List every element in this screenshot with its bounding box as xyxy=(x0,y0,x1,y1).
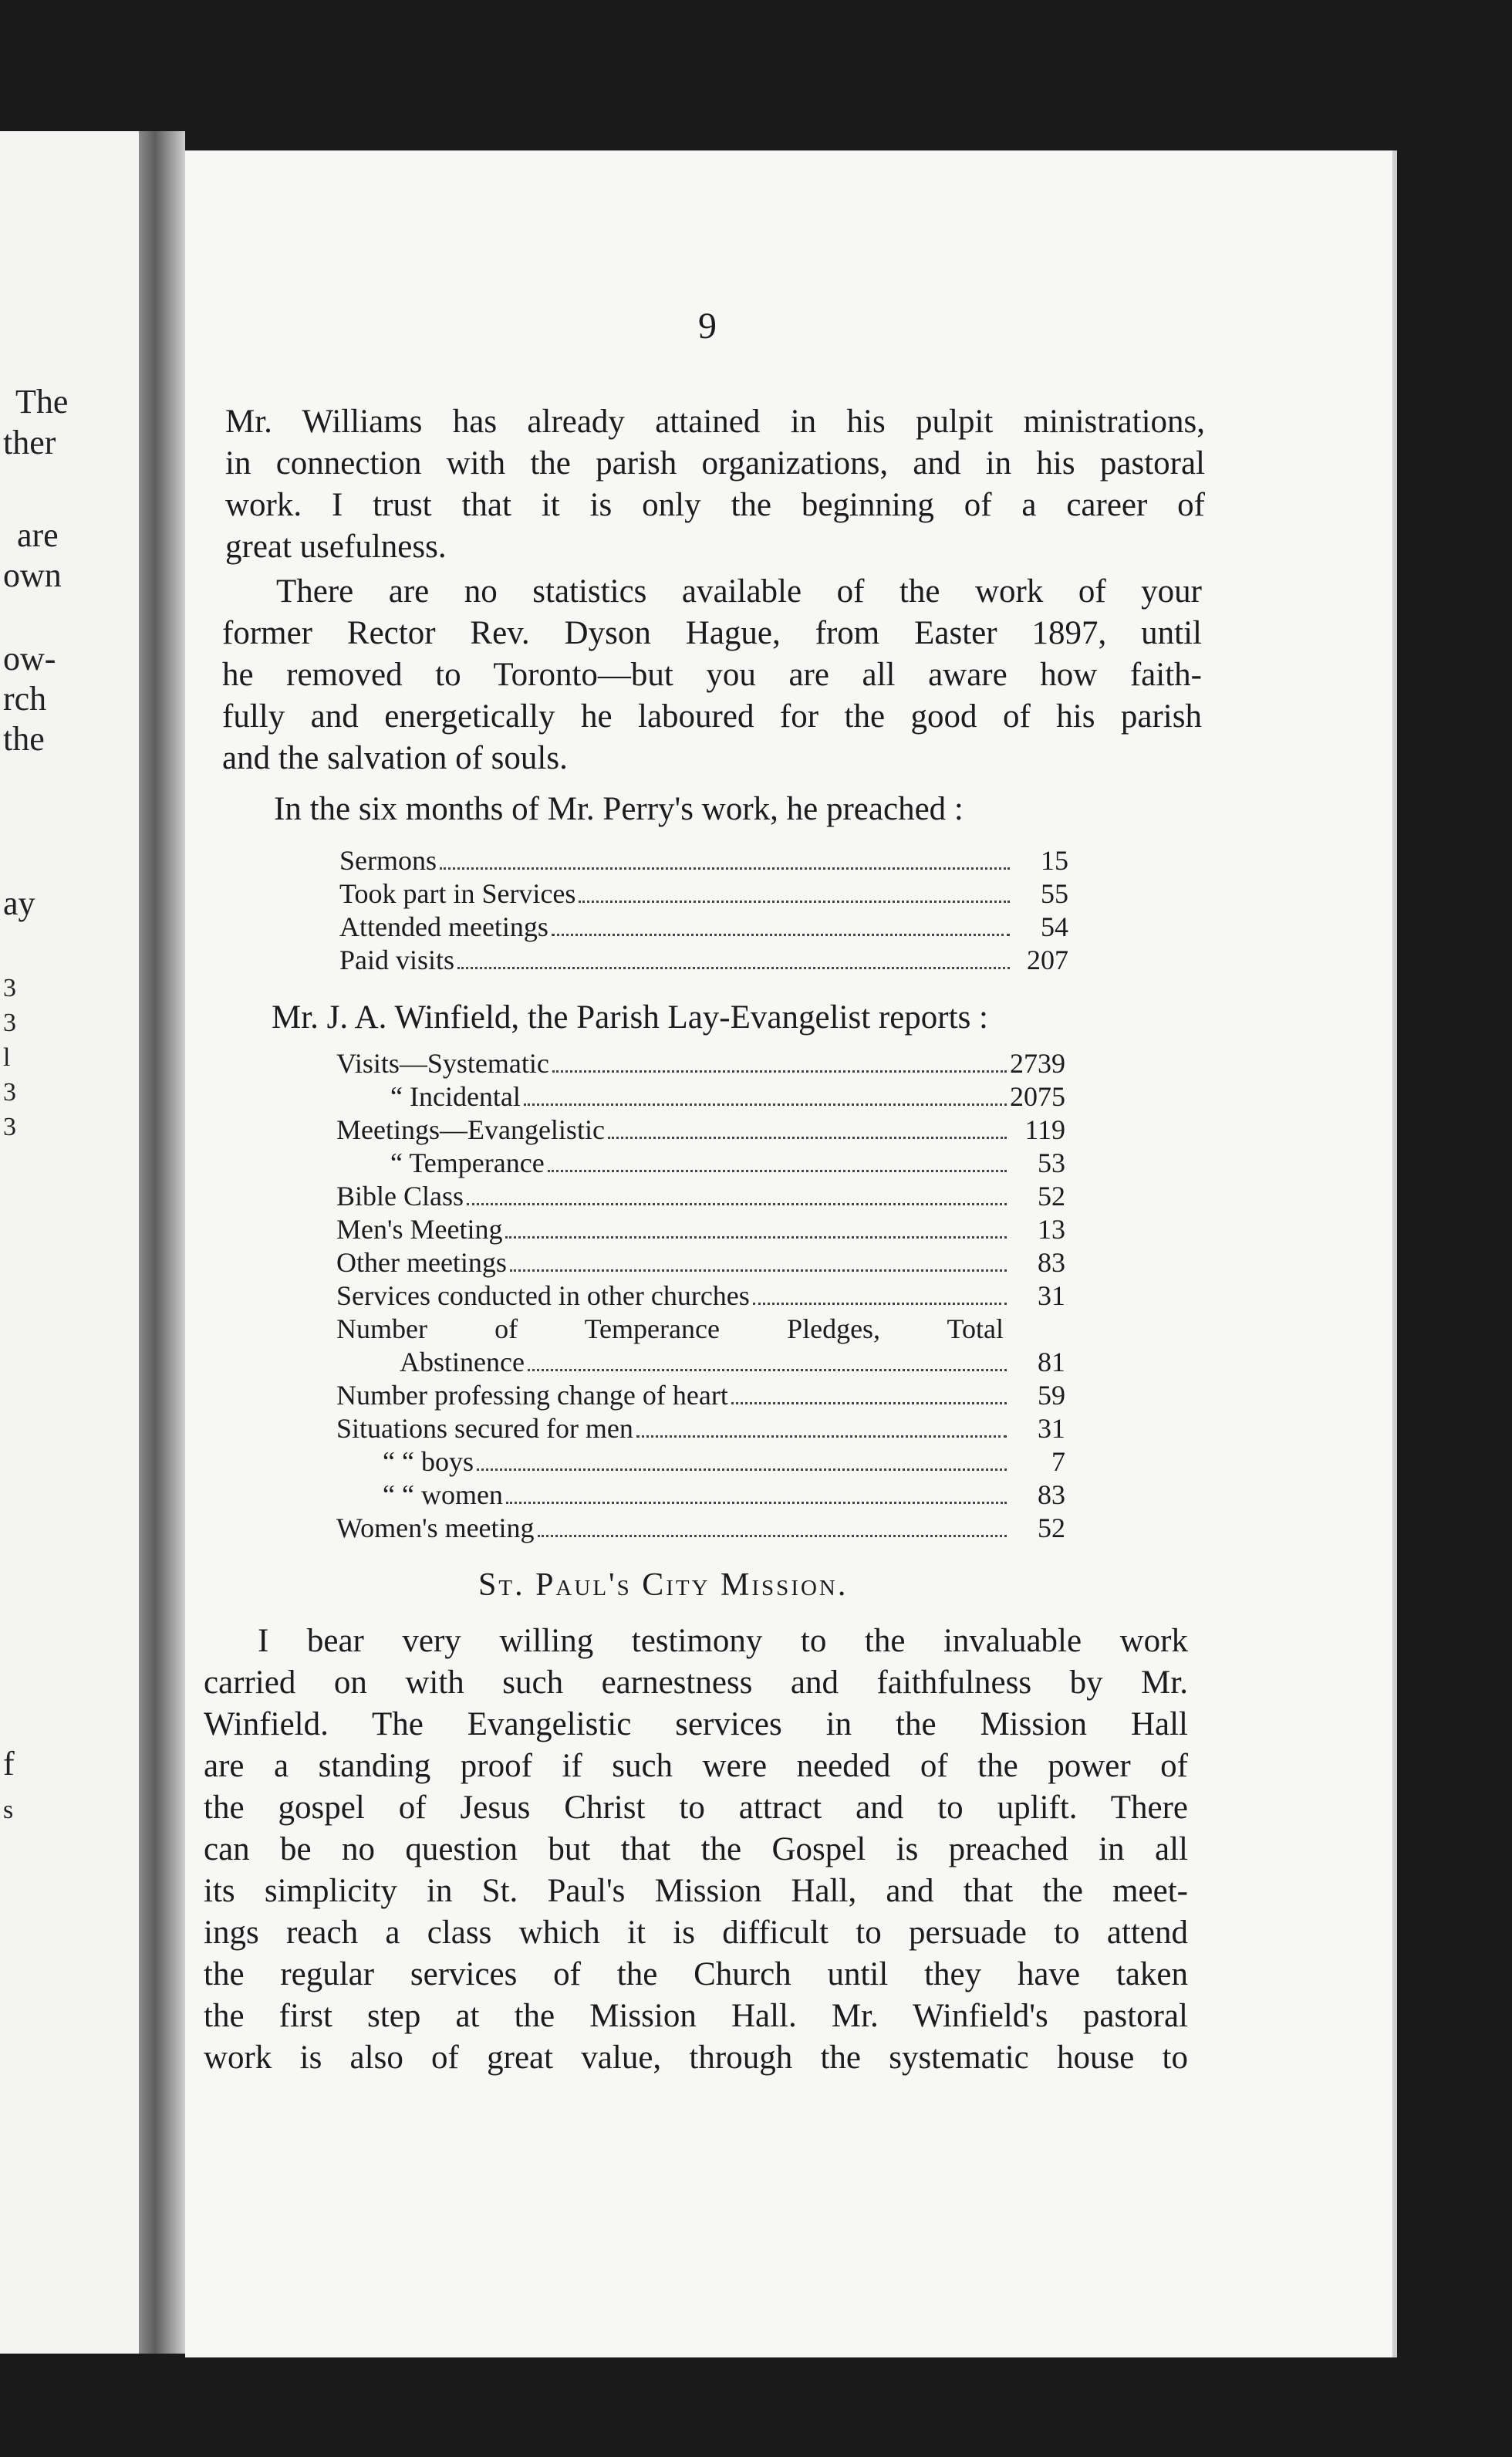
stat-label: Visits—Systematic xyxy=(336,1048,549,1079)
margin-fragment: are xyxy=(17,516,59,554)
stat-label: “ Temperance xyxy=(390,1147,545,1178)
stat-label: “ Incidental xyxy=(390,1081,521,1112)
margin-fragment: 3 xyxy=(3,1078,16,1107)
stat-value: 52 xyxy=(1038,1512,1065,1543)
text-line: carried on with such earnestness and faithfulness by Mr. xyxy=(204,1664,1188,1701)
stat-value: 54 xyxy=(1041,911,1068,942)
stat-value: 13 xyxy=(1038,1214,1065,1245)
text-line: its simplicity in St. Paul's Mission Hall, and that the meet- xyxy=(204,1873,1188,1909)
stat-row xyxy=(336,1147,1065,1180)
stat-label: Meetings—Evangelistic xyxy=(336,1114,605,1145)
stat-label: Bible Class xyxy=(336,1181,464,1212)
stat-label: Women's meeting xyxy=(336,1512,535,1543)
stat-row xyxy=(336,1047,1065,1080)
text-line: can be no question but that the Gospel is preached in all xyxy=(204,1831,1188,1867)
stat-value: 83 xyxy=(1038,1479,1065,1510)
stat-row xyxy=(336,1445,1065,1479)
winfield-intro: Mr. J. A. Winfield, the Parish Lay-Evangelist reports : xyxy=(272,999,988,1036)
stat-row xyxy=(339,844,1068,877)
stat-row xyxy=(339,944,1068,977)
winfield-stats-table xyxy=(336,1047,1065,1545)
stat-label: Abstinence xyxy=(400,1347,525,1377)
perry-intro: In the six months of Mr. Perry's work, he preached : xyxy=(274,791,964,827)
stat-label: Paid visits xyxy=(339,945,455,975)
stat-row xyxy=(339,911,1068,944)
margin-fragment: 3 xyxy=(3,974,16,1002)
text-line: Mr. Williams has already attained in his pulpit ministrations, xyxy=(225,404,1205,440)
text-line: work. I trust that it is only the beginning of a career of xyxy=(225,487,1205,523)
stat-value: 59 xyxy=(1038,1380,1065,1411)
text-line: great usefulness. xyxy=(225,529,447,565)
stat-label: Sermons xyxy=(339,845,437,876)
stat-row xyxy=(336,1080,1065,1114)
text-line: are a standing proof if such were needed of the power of xyxy=(204,1748,1188,1784)
stat-value: 2739 xyxy=(1010,1048,1065,1079)
stat-value: 31 xyxy=(1038,1413,1065,1444)
stat-row xyxy=(336,1246,1065,1279)
text-line: Winfield. The Evangelistic services in the Mission Hall xyxy=(204,1706,1188,1742)
margin-fragment: ay xyxy=(3,884,35,922)
text-line: and the salvation of souls. xyxy=(222,740,568,776)
stat-row xyxy=(336,1512,1065,1545)
stat-value: 81 xyxy=(1038,1347,1065,1377)
margin-fragment: 3 xyxy=(3,1113,16,1141)
stat-value: 207 xyxy=(1027,945,1068,975)
margin-fragment: 3 xyxy=(3,1009,16,1037)
text-line: ings reach a class which it is difficult to persuade to attend xyxy=(204,1915,1188,1951)
stat-label: Services conducted in other churches xyxy=(336,1280,750,1311)
text-line: There are no statistics available of the work of your xyxy=(276,573,1202,610)
stat-row xyxy=(336,1114,1065,1147)
text-line: he removed to Toronto—but you are all aware how faith- xyxy=(222,657,1202,693)
text-line: the regular services of the Church until they have taken xyxy=(204,1956,1188,1992)
margin-fragment: own xyxy=(3,556,62,594)
stat-label: Other meetings xyxy=(336,1247,507,1278)
stat-row-heading: Number of Temperance Pledges, Total xyxy=(336,1313,1004,1344)
stat-row xyxy=(336,1346,1065,1379)
stat-row xyxy=(336,1279,1065,1313)
stat-value: 83 xyxy=(1038,1247,1065,1278)
stat-value: 52 xyxy=(1038,1181,1065,1212)
margin-fragment: l xyxy=(3,1043,11,1072)
margin-fragment: ther xyxy=(3,424,56,461)
stat-row xyxy=(336,1180,1065,1213)
margin-fragment: the xyxy=(3,720,45,758)
stat-row xyxy=(336,1479,1065,1512)
paragraph-mission xyxy=(204,1621,1188,2079)
stat-label: Took part in Services xyxy=(339,878,576,909)
margin-fragment: f xyxy=(3,1745,15,1783)
stat-row xyxy=(336,1412,1065,1445)
stat-value: 31 xyxy=(1038,1280,1065,1311)
margin-fragment: rch xyxy=(3,680,47,718)
text-line: work is also of great value, through the systematic house to xyxy=(204,2040,1188,2076)
stat-label: Number professing change of heart xyxy=(336,1380,728,1411)
stat-value: 53 xyxy=(1038,1147,1065,1178)
stat-label: “ “ women xyxy=(383,1479,503,1510)
text-line: fully and energetically he laboured for the good of his parish xyxy=(222,698,1202,735)
text-line: the first step at the Mission Hall. Mr. Winfield's pastoral xyxy=(204,1998,1188,2034)
text-line: in connection with the parish organizations, and in his pastoral xyxy=(225,445,1205,482)
margin-fragment: s xyxy=(3,1796,14,1824)
stat-label: Situations secured for men xyxy=(336,1413,633,1444)
stat-value: 7 xyxy=(1051,1446,1065,1477)
margin-fragment: ow- xyxy=(3,640,56,678)
stat-label: “ “ boys xyxy=(383,1446,474,1477)
stat-row xyxy=(336,1379,1065,1412)
stat-value: 15 xyxy=(1041,845,1068,876)
stat-value: 55 xyxy=(1041,878,1068,909)
text-line: former Rector Rev. Dyson Hague, from Easter 1897, until xyxy=(222,615,1202,651)
page-number: 9 xyxy=(698,306,717,346)
paragraph-williams xyxy=(225,401,1205,568)
stat-row xyxy=(339,877,1068,911)
perry-stats-table xyxy=(339,844,1068,977)
stat-label: Attended meetings xyxy=(339,911,548,942)
stat-row xyxy=(336,1213,1065,1246)
page-edge xyxy=(1392,150,1397,2357)
stat-label: Men's Meeting xyxy=(336,1214,503,1245)
stat-value: 119 xyxy=(1024,1114,1065,1145)
stat-value: 2075 xyxy=(1010,1081,1065,1112)
section-heading: St. Paul's City Mission. xyxy=(478,1567,849,1603)
margin-fragment: The xyxy=(15,383,69,421)
text-line: the gospel of Jesus Christ to attract and to uplift. There xyxy=(204,1790,1188,1826)
book-gutter xyxy=(139,131,185,2354)
text-line: I bear very willing testimony to the invaluable work xyxy=(258,1623,1188,1659)
paragraph-hague xyxy=(222,571,1202,779)
left-page-edge xyxy=(0,131,139,2354)
